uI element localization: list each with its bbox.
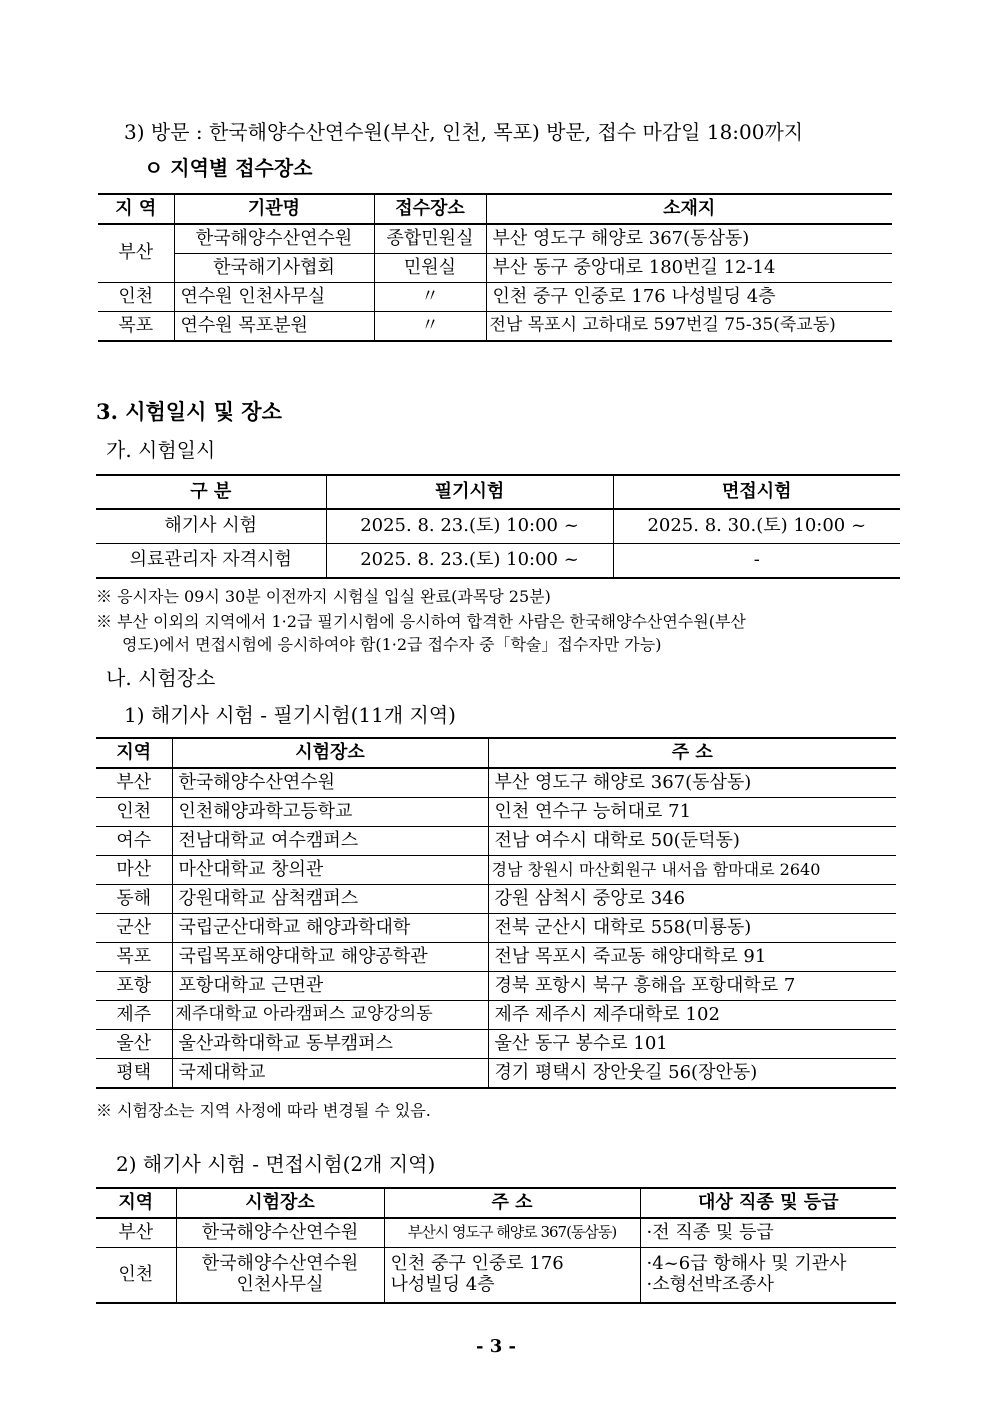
header-interview: 면접시험 <box>613 475 900 509</box>
region-cell: 마산 <box>96 856 172 885</box>
place-line: 한국해양수산연수원 <box>201 1253 359 1275</box>
place-cell: 국제대학교 <box>172 1059 488 1089</box>
table-row <box>96 1030 896 1059</box>
page-number: - 3 - <box>476 1336 516 1357</box>
note-arrival: ※ 응시자는 09시 30분 이전까지 시험실 입실 완료(과목당 25분) <box>96 587 551 606</box>
note-region-line2: 영도)에서 면접시험에 응시하여야 함(1·2급 접수자 중「학술」접수자만 가능) <box>122 635 662 654</box>
region-cell: 제주 <box>96 1001 172 1030</box>
written-exam-heading: 1) 해기사 시험 - 필기시험(11개 지역) <box>124 703 456 727</box>
address-line: 나성빌딩 4층 <box>390 1274 495 1295</box>
header-region: 지역 <box>96 1188 176 1218</box>
place-cell: 〃 <box>374 283 486 312</box>
header-place: 시험장소 <box>176 1188 384 1218</box>
address-cell: 경기 평택시 장안웃길 56(장안동) <box>488 1059 896 1089</box>
table-row <box>96 1001 896 1030</box>
header-place: 접수장소 <box>374 194 486 224</box>
region-cell: 인천 <box>96 798 172 827</box>
note-region-line1: ※ 부산 이외의 지역에서 1·2급 필기시험에 응시하여 합격한 사람은 한국해양수산연수원(부산 <box>96 612 746 631</box>
target-line: ·소형선박조종사 <box>646 1274 774 1295</box>
address-cell: 부산 동구 중앙대로 180번길 12-14 <box>486 254 892 283</box>
interview-date-cell: 2025. 8. 30.(토) 10:00 ~ <box>613 509 900 544</box>
location-change-note: ※ 시험장소는 지역 사정에 따라 변경될 수 있음. <box>96 1101 431 1120</box>
subsection-ga: 가. 시험일시 <box>106 438 216 462</box>
place-cell: 포항대학교 근면관 <box>172 972 488 1001</box>
region-cell: 인천 <box>96 1248 176 1304</box>
org-cell: 한국해양수산연수원 <box>174 224 374 254</box>
place-cell: 마산대학교 창의관 <box>172 856 488 885</box>
address-cell: 경북 포항시 북구 흥해읍 포항대학로 7 <box>488 972 896 1001</box>
place-cell: 한국해양수산연수원 <box>176 1218 384 1248</box>
region-cell: 부산 <box>96 1218 176 1248</box>
table-row <box>96 943 896 972</box>
place-cell: 제주대학교 아라캠퍼스 교양강의동 <box>172 1001 488 1030</box>
target-cell <box>640 1248 896 1304</box>
header-place: 시험장소 <box>172 738 488 768</box>
region-cell: 동해 <box>96 885 172 914</box>
table-row <box>96 885 896 914</box>
table-row <box>96 1248 896 1304</box>
category-cell: 해기사 시험 <box>96 509 326 544</box>
table-row <box>96 914 896 943</box>
header-region: 지 역 <box>98 194 174 224</box>
address-cell <box>384 1248 640 1304</box>
address-cell: 울산 동구 봉수로 101 <box>488 1030 896 1059</box>
schedule-table <box>96 474 900 579</box>
place-cell: 민원실 <box>374 254 486 283</box>
place-cell: 전남대학교 여수캠퍼스 <box>172 827 488 856</box>
region-cell: 평택 <box>96 1059 172 1089</box>
region-cell: 목포 <box>98 312 174 342</box>
header-category: 구 분 <box>96 475 326 509</box>
region-cell: 부산 <box>96 768 172 798</box>
interview-location-table <box>96 1187 896 1304</box>
place-cell: 한국해양수산연수원 <box>172 768 488 798</box>
address-cell: 전북 군산시 대학로 558(미룡동) <box>488 914 896 943</box>
header-written: 필기시험 <box>326 475 613 509</box>
region-cell: 군산 <box>96 914 172 943</box>
place-cell <box>176 1248 384 1304</box>
header-region: 지역 <box>96 738 172 768</box>
address-cell: 전남 목포시 죽교동 해양대학로 91 <box>488 943 896 972</box>
place-cell: 종합민원실 <box>374 224 486 254</box>
region-cell: 부산 <box>98 224 174 283</box>
place-cell: 인천해양과학고등학교 <box>172 798 488 827</box>
place-cell: 〃 <box>374 312 486 342</box>
section-title: 3. 시험일시 및 장소 <box>96 399 282 424</box>
org-cell: 한국해기사협회 <box>174 254 374 283</box>
table-row <box>96 1218 896 1248</box>
place-line: 인천사무실 <box>236 1274 324 1295</box>
region-cell: 인천 <box>98 283 174 312</box>
org-cell: 연수원 목포분원 <box>174 312 374 342</box>
interview-exam-heading: 2) 해기사 시험 - 면접시험(2개 지역) <box>116 1152 436 1176</box>
header-org: 기관명 <box>174 194 374 224</box>
interview-date-cell: - <box>613 544 900 579</box>
place-cell: 국립목포해양대학교 해양공학관 <box>172 943 488 972</box>
subsection-na: 나. 시험장소 <box>106 666 216 690</box>
address-cell: 전남 목포시 고하대로 597번길 75-35(죽교동) <box>486 312 892 342</box>
header-address: 소재지 <box>486 194 892 224</box>
target-line: ·4~6급 항해사 및 기관사 <box>646 1253 847 1275</box>
address-cell: 인천 연수구 능허대로 71 <box>488 798 896 827</box>
region-cell: 포항 <box>96 972 172 1001</box>
reception-table <box>98 193 892 342</box>
region-cell: 여수 <box>96 827 172 856</box>
table-row <box>96 798 896 827</box>
address-cell: 제주 제주시 제주대학로 102 <box>488 1001 896 1030</box>
address-cell: 부산시 영도구 해양로 367(동삼동) <box>384 1218 640 1248</box>
address-cell: 부산 영도구 해양로 367(동삼동) <box>486 224 892 254</box>
address-cell: 부산 영도구 해양로 367(동삼동) <box>488 768 896 798</box>
place-cell: 국립군산대학교 해양과학대학 <box>172 914 488 943</box>
written-date-cell: 2025. 8. 23.(토) 10:00 ~ <box>326 544 613 579</box>
table-row <box>96 509 900 544</box>
address-cell: 인천 중구 인중로 176 나성빌딩 4층 <box>486 283 892 312</box>
place-cell: 울산과학대학교 동부캠퍼스 <box>172 1030 488 1059</box>
table-row <box>98 254 892 283</box>
header-address: 주 소 <box>488 738 896 768</box>
address-line: 인천 중구 인중로 176 <box>390 1253 564 1275</box>
reception-heading: ㅇ 지역별 접수장소 <box>144 156 313 180</box>
address-cell: 경남 창원시 마산회원구 내서읍 함마대로 2640 <box>488 856 896 885</box>
address-cell: 전남 여수시 대학로 50(둔덕동) <box>488 827 896 856</box>
table-row <box>96 827 896 856</box>
target-cell: ·전 직종 및 등급 <box>640 1218 896 1248</box>
region-cell: 목포 <box>96 943 172 972</box>
table-row <box>96 856 896 885</box>
category-cell: 의료관리자 자격시험 <box>96 544 326 579</box>
region-cell: 울산 <box>96 1030 172 1059</box>
written-date-cell: 2025. 8. 23.(토) 10:00 ~ <box>326 509 613 544</box>
header-target: 대상 직종 및 등급 <box>640 1188 896 1218</box>
table-row <box>96 972 896 1001</box>
written-location-table <box>96 737 896 1089</box>
table-row <box>98 283 892 312</box>
table-row <box>98 224 892 254</box>
table-row <box>96 1059 896 1089</box>
address-cell: 강원 삼척시 중앙로 346 <box>488 885 896 914</box>
table-row <box>98 312 892 342</box>
place-cell: 강원대학교 삼척캠퍼스 <box>172 885 488 914</box>
table-row <box>96 768 896 798</box>
table-row <box>96 544 900 579</box>
visit-method-line: 3) 방문 : 한국해양수산연수원(부산, 인천, 목포) 방문, 접수 마감일 18:00까지 <box>124 120 804 144</box>
org-cell: 연수원 인천사무실 <box>174 283 374 312</box>
header-address: 주 소 <box>384 1188 640 1218</box>
